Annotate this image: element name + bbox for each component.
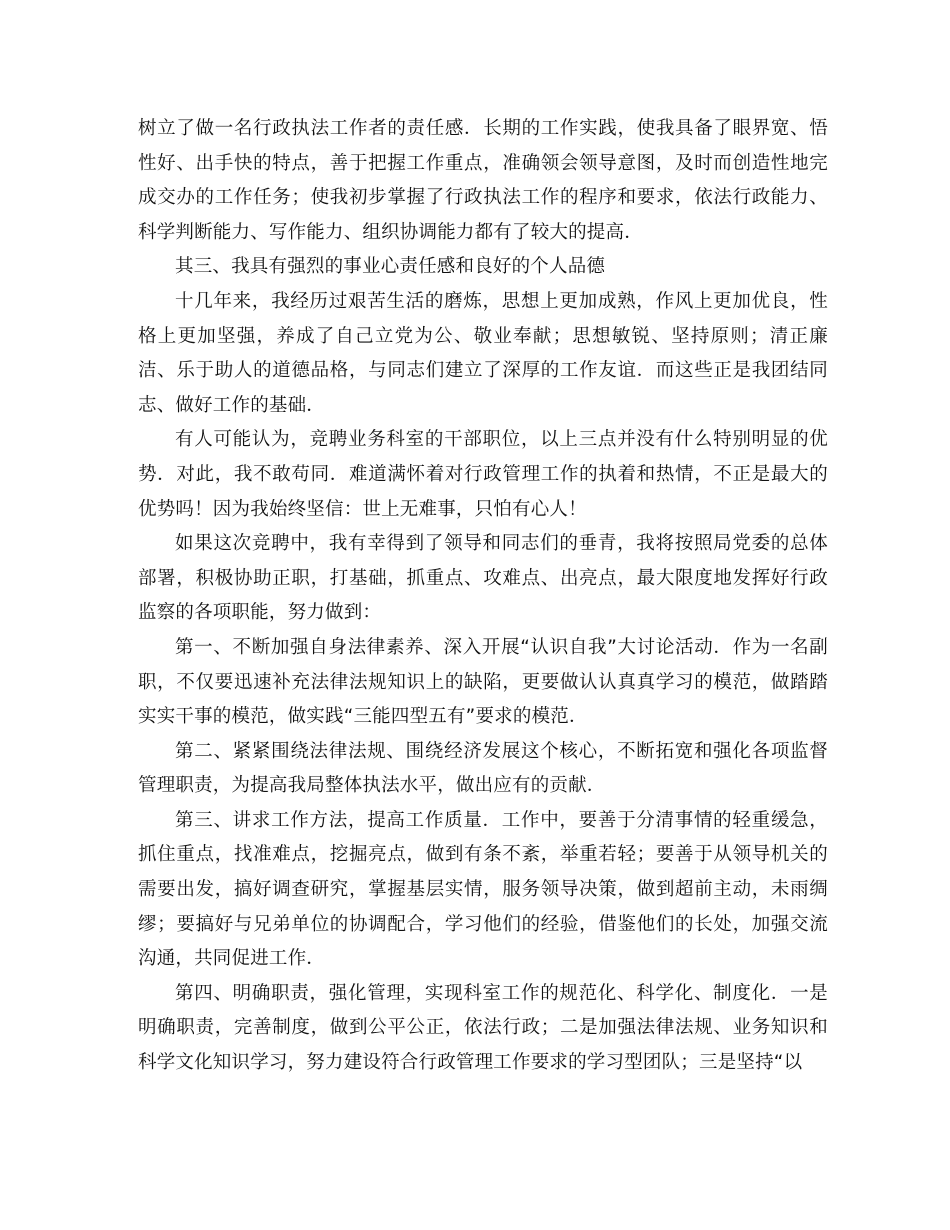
paragraph-point-three: 第三、讲求工作方法，提高工作质量．工作中，要善于分清事情的轻重缓急，抓住重点，找准难点，挖掘亮点，做到有条不紊，举重若轻；要善于从领导机关的需要出发，搞好调查研究，掌握基层实情，服务领导决策，做到超前主动，未雨绸缪；要搞好与兄弟单位的协调配合，学习他们的经验，借鉴他们的长处，加强交流沟通，共同促进工作． xyxy=(138,809,828,970)
paragraph-commitment: 如果这次竞聘中，我有幸得到了领导和同志们的垂青，我将按照局党委的总体部署，积极协助正职，打基础，抓重点、攻难点、出亮点，最大限度地发挥好行政监察的各项职能，努力做到： xyxy=(138,533,828,624)
paragraph-point-two: 第二、紧紧围绕法律法规、围绕经济发展这个核心，不断拓宽和强化各项监督管理职责，为提高我局整体执法水平，做出应有的贡献． xyxy=(138,740,828,797)
paragraph-continuation: 树立了做一名行政执法工作者的责任感．长期的工作实践，使我具备了眼界宽、悟性好、出手快的特点，善于把握工作重点，准确领会领导意图，及时而创造性地完成交办的工作任务；使我初步掌握了行政执法工作的程序和要求，依法行政能力、科学判断能力、写作能力、组织协调能力都有了较大的提高． xyxy=(138,118,828,243)
paragraph-point-one: 第一、不断加强自身法律素养、深入开展“认识自我”大讨论活动．作为一名副职，不仅要迅速补充法律法规知识上的缺陷，更要做认认真真学习的模范，做踏踏实实干事的模范，做实践“三能四型五有”要求的模范． xyxy=(138,636,828,728)
document-body xyxy=(138,112,828,1081)
paragraph-point-four: 第四、明确职责，强化管理，实现科室工作的规范化、科学化、制度化．一是明确职责，完善制度，做到公平公正，依法行政；二是加强法律法规、业务知识和科学文化知识学习，努力建设符合行政管理工作要求的学习型团队；三是坚持“以 xyxy=(138,982,828,1074)
paragraph-heading-third-point: 其三、我具有强烈的事业心责任感和良好的个人品德 xyxy=(175,256,606,278)
paragraph-advantage: 有人可能认为，竞聘业务科室的干部职位，以上三点并没有什么特别明显的优势．对此，我不敢苟同．难道满怀着对行政管理工作的执着和热情，不正是最大的优势吗！因为我始终坚信：世上无难事，只怕有心人！ xyxy=(138,429,828,520)
paragraph-personal-character: 十几年来，我经历过艰苦生活的磨炼，思想上更加成熟，作风上更加优良，性格上更加坚强，养成了自己立党为公、敬业奉献；思想敏锐、坚持原则；清正廉洁、乐于助人的道德品格，与同志们建立了深厚的工作友谊．而这些正是我团结同志、做好工作的基础． xyxy=(138,290,828,416)
